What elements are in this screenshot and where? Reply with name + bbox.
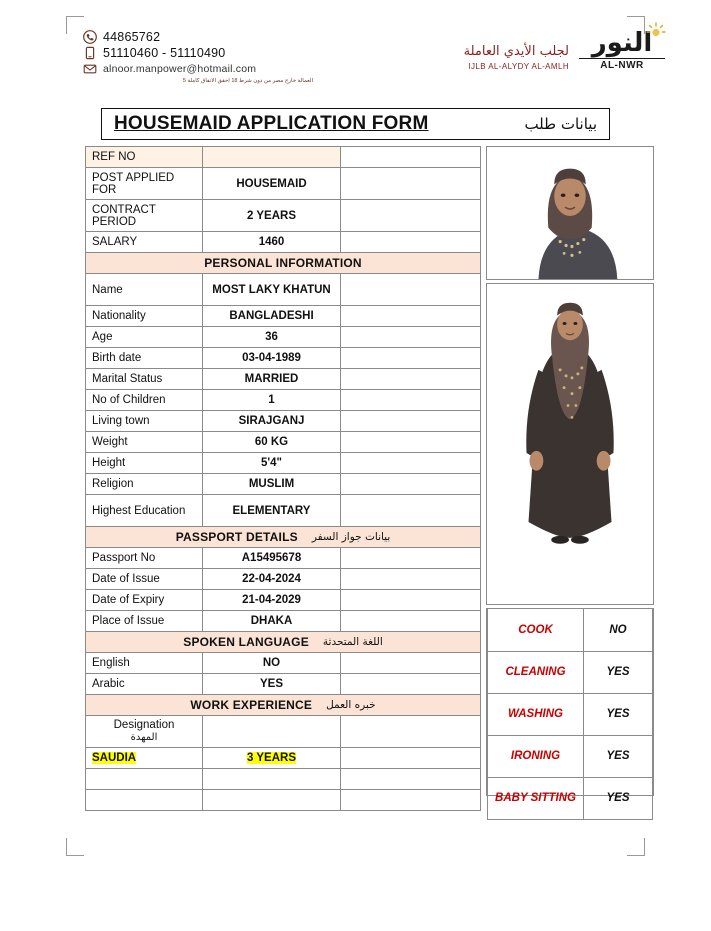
skills-table — [487, 609, 653, 820]
table-row — [86, 495, 481, 527]
field-label: Age — [86, 327, 203, 348]
field-value: A15495678 — [203, 548, 341, 569]
field-value: MUSLIM — [203, 474, 341, 495]
table-row — [86, 369, 481, 390]
field-label: Weight — [86, 432, 203, 453]
section-header-language — [86, 632, 481, 653]
skill-row — [488, 735, 653, 777]
field-label: Date of Expiry — [86, 590, 203, 611]
field-label: Arabic — [86, 674, 203, 695]
field-value: BANGLADESHI — [203, 306, 341, 327]
experience-country: SAUDIA — [92, 752, 137, 764]
skill-name: BABY SITTING — [488, 777, 584, 819]
brand-arabic: لجلب الأيدي العاملة — [463, 44, 569, 59]
crop-mark-top-left — [66, 16, 84, 34]
field-extra — [341, 232, 481, 253]
field-label: Date of Issue — [86, 569, 203, 590]
crop-mark-top-right — [627, 16, 645, 34]
table-row — [86, 748, 481, 769]
field-label: POST APPLIED FOR — [86, 168, 203, 200]
field-extra — [341, 200, 481, 232]
field-label: Passport No — [86, 548, 203, 569]
email-icon — [83, 62, 97, 76]
mobile-icon — [83, 46, 97, 60]
portrait-figure — [487, 147, 653, 279]
skill-name: WASHING — [488, 693, 584, 735]
field-label: Living town — [86, 411, 203, 432]
applicant-fullbody-photo — [486, 283, 654, 605]
phone-row-2 — [83, 46, 313, 60]
field-value: 2 YEARS — [203, 200, 341, 232]
skill-row — [488, 777, 653, 819]
field-extra — [341, 569, 481, 590]
table-row — [86, 306, 481, 327]
form-title-box — [101, 108, 610, 140]
experience-country — [86, 769, 203, 790]
crop-mark-bottom-right — [627, 838, 645, 856]
experience-designation-label: Designation — [113, 719, 175, 732]
header-arabic-note: العمالة خارج مصر من دون شرط 18 احقق الاتفاق كاملة 5 — [182, 78, 313, 84]
field-value: DHAKA — [203, 611, 341, 632]
experience-duration — [203, 790, 341, 811]
field-value: 03-04-1989 — [203, 348, 341, 369]
experience-country — [86, 790, 203, 811]
field-label: SALARY — [86, 232, 203, 253]
table-row — [86, 790, 481, 811]
table-row — [86, 432, 481, 453]
skill-value: NO — [584, 609, 653, 651]
phone-1: 44865762 — [103, 30, 161, 44]
field-value: ELEMENTARY — [203, 495, 341, 527]
field-extra — [341, 348, 481, 369]
table-row — [86, 327, 481, 348]
table-row — [86, 390, 481, 411]
table-row — [86, 569, 481, 590]
table-row — [86, 453, 481, 474]
field-label: REF NO — [86, 147, 203, 168]
applicant-portrait-photo — [486, 146, 654, 280]
field-label: No of Children — [86, 390, 203, 411]
table-row — [86, 590, 481, 611]
field-extra — [341, 653, 481, 674]
company-logo — [579, 30, 665, 71]
logo-latin: AL-NWR — [579, 58, 665, 71]
skill-row — [488, 693, 653, 735]
experience-duration — [203, 769, 341, 790]
field-extra — [341, 274, 481, 306]
field-value: 5'4" — [203, 453, 341, 474]
brand-latin: IJLB AL-ALYDY AL-AMLH — [468, 61, 569, 71]
field-extra — [341, 590, 481, 611]
document-header — [0, 0, 711, 108]
skill-row — [488, 651, 653, 693]
email-address: alnoor.manpower@hotmail.com — [103, 63, 257, 75]
field-label: Highest Education — [86, 495, 203, 527]
table-row — [86, 147, 481, 168]
field-value: SIRAJGANJ — [203, 411, 341, 432]
email-row — [83, 62, 313, 76]
experience-extra — [341, 748, 481, 769]
phone-row-1 — [83, 30, 313, 44]
skill-name: CLEANING — [488, 651, 584, 693]
field-extra — [341, 168, 481, 200]
section-title: PERSONAL INFORMATION — [86, 253, 481, 274]
skill-value: YES — [584, 651, 653, 693]
phone-icon — [83, 30, 97, 44]
section-header-passport — [86, 527, 481, 548]
field-value: YES — [203, 674, 341, 695]
table-row — [86, 674, 481, 695]
table-row — [86, 274, 481, 306]
field-value: 21-04-2029 — [203, 590, 341, 611]
field-label: Religion — [86, 474, 203, 495]
experience-designation-label-arabic: المهدة — [130, 732, 158, 744]
section-title: SPOKEN LANGUAGE — [183, 635, 309, 649]
field-extra — [341, 611, 481, 632]
table-row — [86, 474, 481, 495]
table-row — [86, 168, 481, 200]
section-header-experience — [86, 695, 481, 716]
brand-text — [464, 44, 569, 71]
field-extra — [341, 674, 481, 695]
section-title-arabic: بيانات جواز السفر — [311, 531, 391, 543]
field-value: 36 — [203, 327, 341, 348]
field-label: Marital Status — [86, 369, 203, 390]
field-extra — [341, 548, 481, 569]
table-row — [86, 611, 481, 632]
field-value: 1 — [203, 390, 341, 411]
field-label: Name — [86, 274, 203, 306]
skill-value: YES — [584, 735, 653, 777]
field-extra — [341, 453, 481, 474]
experience-header-duration — [203, 716, 341, 748]
phone-2: 51110460 - 51110490 — [103, 46, 226, 60]
crop-mark-bottom-left — [66, 838, 84, 856]
field-value: 1460 — [203, 232, 341, 253]
table-row — [86, 653, 481, 674]
skills-table-box — [486, 608, 654, 804]
page-title: HOUSEMAID APPLICATION FORM — [114, 113, 429, 134]
skill-row — [488, 609, 653, 651]
table-row — [86, 769, 481, 790]
field-extra — [341, 327, 481, 348]
section-title: WORK EXPERIENCE — [190, 698, 313, 712]
skill-value: YES — [584, 777, 653, 819]
table-row — [86, 232, 481, 253]
experience-duration: 3 YEARS — [246, 752, 296, 764]
page-title-arabic: بيانات طلب — [524, 115, 597, 133]
field-extra — [341, 495, 481, 527]
contact-block — [83, 30, 313, 85]
experience-header-row — [86, 716, 481, 748]
field-label: Nationality — [86, 306, 203, 327]
skill-name: IRONING — [488, 735, 584, 777]
lamp-icon — [645, 22, 667, 49]
field-label: Birth date — [86, 348, 203, 369]
section-header-personal — [86, 253, 481, 274]
fullbody-figure — [487, 284, 653, 604]
field-extra — [341, 306, 481, 327]
experience-extra — [341, 790, 481, 811]
table-row — [86, 411, 481, 432]
table-row — [86, 548, 481, 569]
field-value: 22-04-2024 — [203, 569, 341, 590]
field-value — [203, 147, 341, 168]
field-value: HOUSEMAID — [203, 168, 341, 200]
section-title-arabic: خبره العمل — [326, 699, 376, 711]
field-value: MARRIED — [203, 369, 341, 390]
field-label: English — [86, 653, 203, 674]
application-details-table — [85, 146, 481, 811]
field-extra — [341, 432, 481, 453]
field-extra — [341, 474, 481, 495]
section-title-arabic: اللغة المتحدثة — [322, 636, 383, 648]
field-extra — [341, 369, 481, 390]
field-label: Place of Issue — [86, 611, 203, 632]
table-row — [86, 200, 481, 232]
skill-name: COOK — [488, 609, 584, 651]
field-label: Height — [86, 453, 203, 474]
field-value: NO — [203, 653, 341, 674]
field-extra — [341, 390, 481, 411]
logo-arabic: النور — [591, 28, 653, 58]
experience-extra — [341, 769, 481, 790]
field-value: 60 KG — [203, 432, 341, 453]
field-extra — [341, 147, 481, 168]
experience-header-extra — [341, 716, 481, 748]
field-value: MOST LAKY KHATUN — [203, 274, 341, 306]
skill-value: YES — [584, 693, 653, 735]
section-title: PASSPORT DETAILS — [175, 530, 298, 544]
table-row — [86, 348, 481, 369]
field-label: CONTRACT PERIOD — [86, 200, 203, 232]
field-extra — [341, 411, 481, 432]
